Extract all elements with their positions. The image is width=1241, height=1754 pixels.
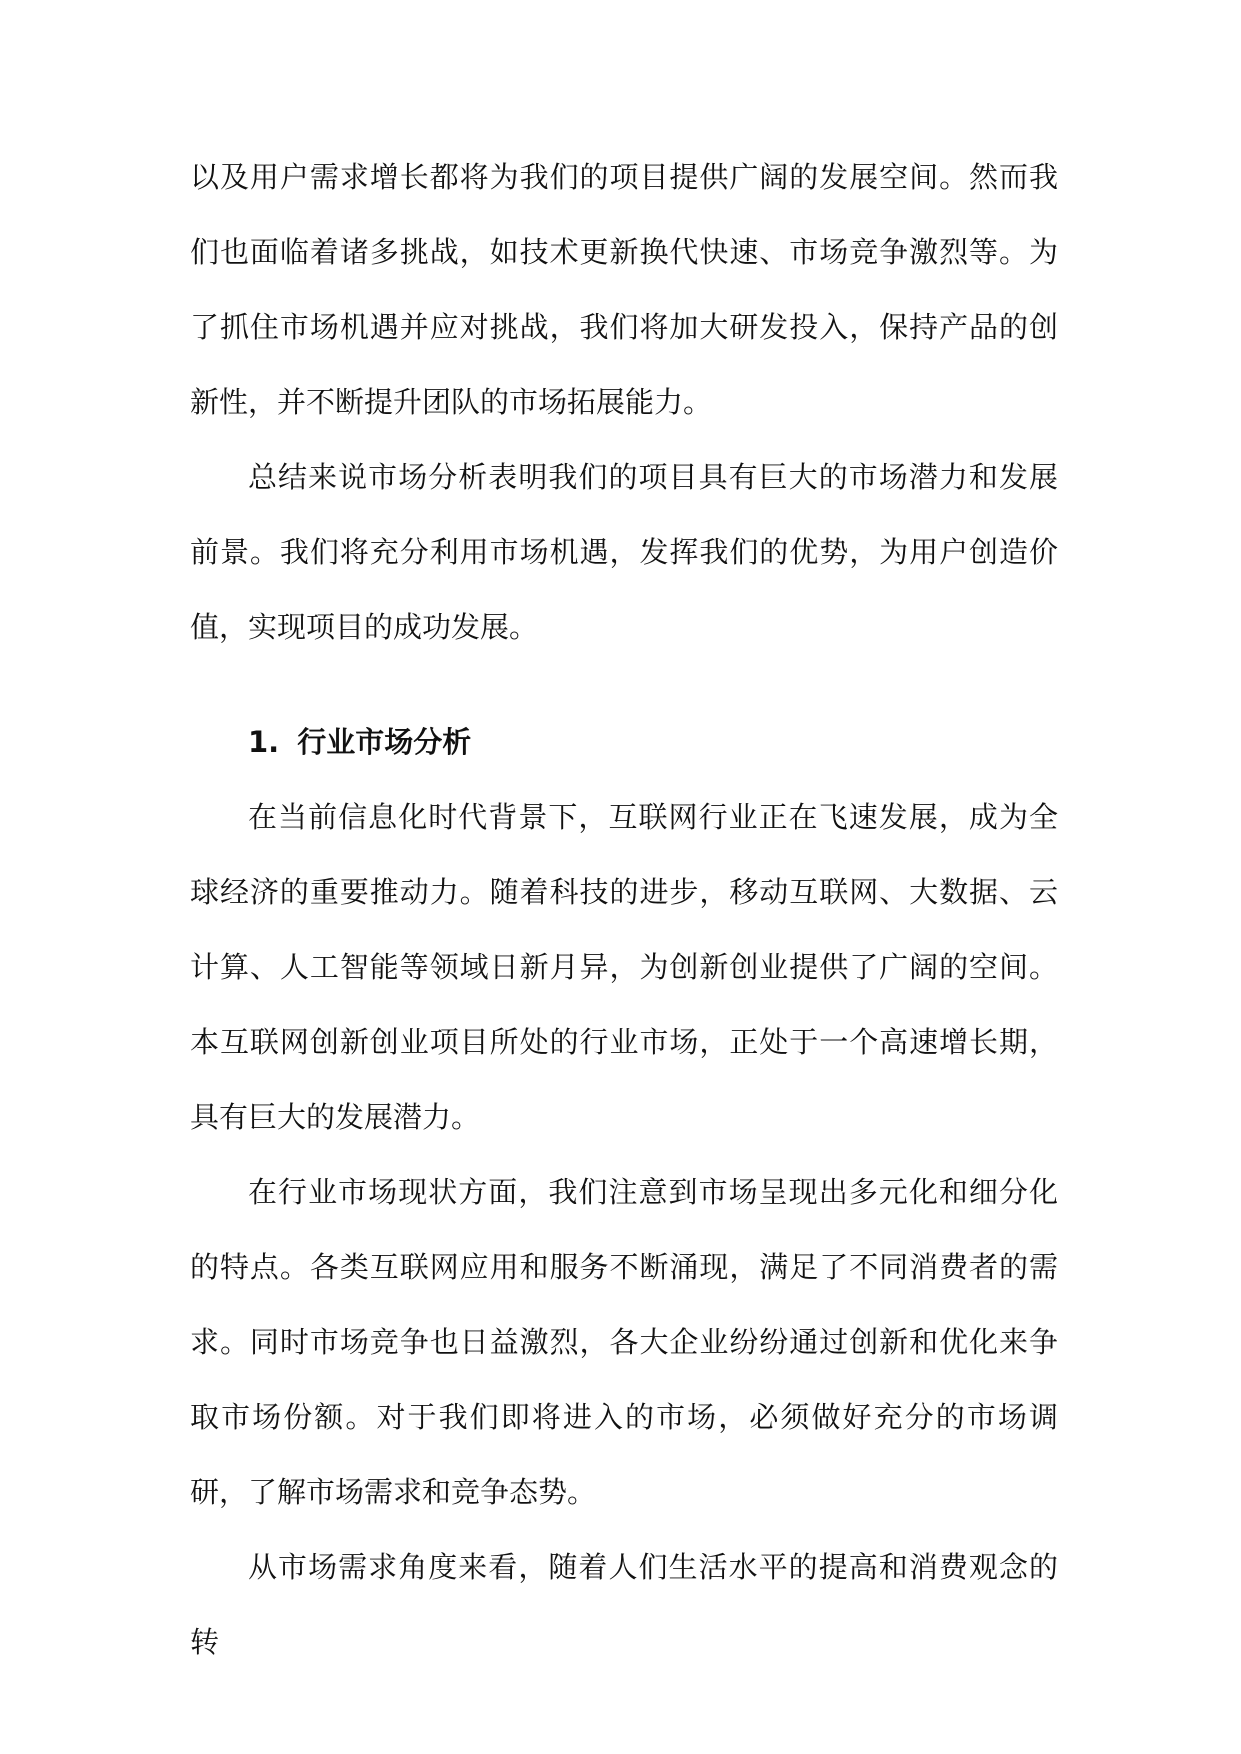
section-title: 行业市场分析 — [297, 725, 472, 759]
section-number: 1. — [248, 725, 280, 759]
paragraph-market-demand: 从市场需求角度来看，随着人们生活水平的提高和消费观念的转 — [190, 1550, 1058, 1659]
paragraph-industry-background: 在当前信息化时代背景下，互联网行业正在飞速发展，成为全球经济的重要推动力。随着科技的进步，移动互联网、大数据、云计算、人工智能等领域日新月异，为创新创业提供了广阔的空间。本互联网创新创业项目所处的行业市场，正处于一个高速增长期，具有巨大的发展潜力。 — [190, 800, 1058, 1134]
paragraph-continuation: 以及用户需求增长都将为我们的项目提供广阔的发展空间。然而我们也面临着诸多挑战，如技术更新换代快速、市场竞争激烈等。为了抓住市场机遇并应对挑战，我们将加大研发投入，保持产品的创新性，并不断提升团队的市场拓展能力。 — [190, 160, 1058, 419]
paragraph-market-status: 在行业市场现状方面，我们注意到市场呈现出多元化和细分化的特点。各类互联网应用和服务不断涌现，满足了不同消费者的需求。同时市场竞争也日益激烈，各大企业纷纷通过创新和优化来争取市场份额。对于我们即将进入的市场，必须做好充分的市场调研，了解市场需求和竞争态势。 — [190, 1175, 1058, 1509]
document-body — [190, 140, 1058, 1680]
paragraph-summary: 总结来说市场分析表明我们的项目具有巨大的市场潜力和发展前景。我们将充分利用市场机遇，发挥我们的优势，为用户创造价值，实现项目的成功发展。 — [190, 460, 1058, 644]
section-heading — [190, 665, 1058, 780]
